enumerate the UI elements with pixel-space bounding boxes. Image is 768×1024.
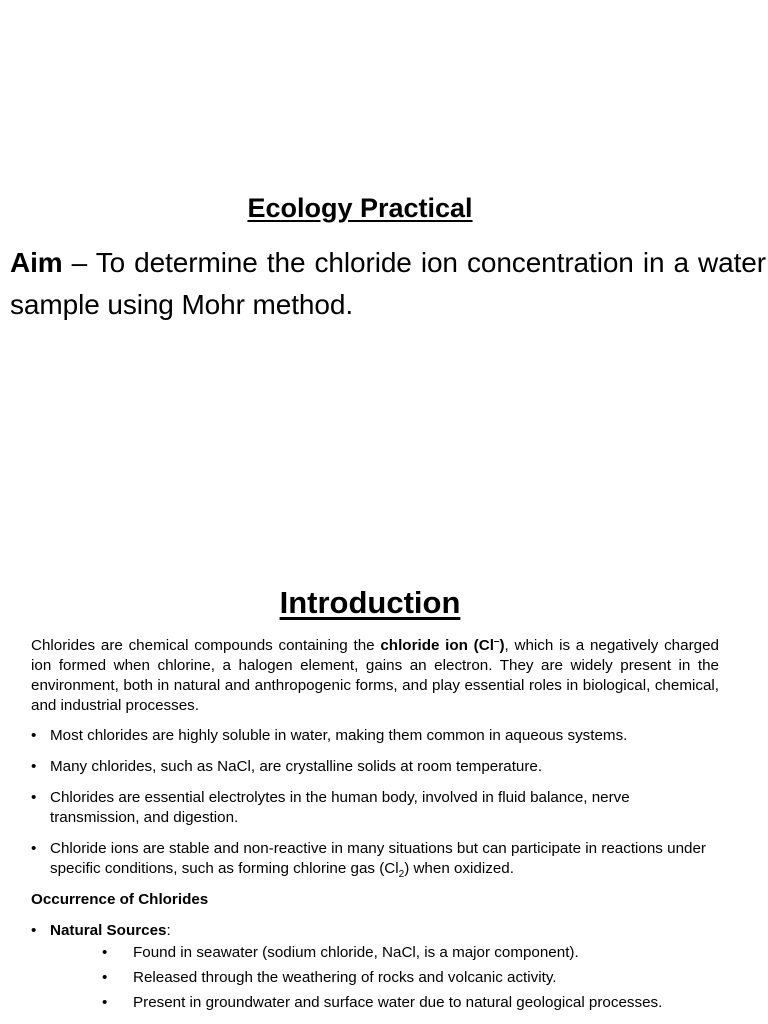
- chlorine-subscript: 2: [398, 869, 405, 881]
- introduction-body: [31, 636, 719, 1018]
- chloride-charge: –: [493, 635, 500, 647]
- bullet-marker: •: [102, 994, 108, 1011]
- list-item-text-end: ) when oxidized.: [404, 860, 514, 877]
- natural-sources-label: Natural Sources: [50, 922, 167, 939]
- list-item: [50, 943, 719, 963]
- bullet-marker: •: [31, 727, 37, 744]
- chloride-ion-close: ): [499, 637, 505, 654]
- intro-text-end: , which is a negatively charged ion formed when chlorine, a halogen element, gains an electron. They are widely present in the environment, both in natural and anthropogenic forms, and play essential roles in biological, chemical, and industrial processes.: [31, 637, 719, 714]
- list-item-text: Found in seawater (sodium chloride, NaCl, is a major component).: [133, 944, 579, 961]
- occurrence-heading: Occurrence of Chlorides: [31, 891, 209, 908]
- list-item-text: Released through the weathering of rocks and volcanic activity.: [133, 969, 557, 986]
- bullet-marker: •: [31, 758, 37, 775]
- bullet-marker: •: [31, 840, 37, 857]
- aim-text: – To determine the chloride ion concentration in a water sample using Mohr method.: [10, 247, 766, 320]
- properties-list: [31, 726, 719, 879]
- list-item-text: Many chlorides, such as NaCl, are crystalline solids at room temperature.: [50, 758, 543, 775]
- chloride-ion-label: chloride ion (Cl: [380, 637, 494, 654]
- bullet-marker: •: [102, 944, 108, 961]
- bullet-marker: •: [31, 789, 37, 806]
- list-item: [31, 839, 719, 879]
- natural-sources-list: [50, 943, 719, 1013]
- list-item: [31, 726, 719, 746]
- list-item-text: Most chlorides are highly soluble in water, making them common in aqueous systems.: [50, 727, 628, 744]
- list-item-text: Chlorides are essential electrolytes in the human body, involved in fluid balance, nerve transmission, and digestion.: [50, 789, 630, 826]
- aim-statement: [10, 242, 766, 326]
- list-item: [50, 968, 719, 988]
- chloride-ion-term: [380, 637, 504, 654]
- introduction-heading: Introduction: [279, 585, 461, 620]
- page-title: Ecology Practical: [247, 193, 473, 223]
- bullet-marker: •: [102, 969, 108, 986]
- list-item-text: Present in groundwater and surface water due to natural geological processes.: [133, 994, 663, 1011]
- list-item-text: Chloride ions are stable and non-reactive in many situations but can participate in reactions under specific conditions, such as forming chlorine gas (Cl: [50, 840, 706, 877]
- list-item: [31, 757, 719, 777]
- natural-sources-colon: :: [166, 922, 171, 939]
- intro-paragraph: [31, 636, 719, 716]
- intro-text-start: Chlorides are chemical compounds containing the: [31, 637, 381, 654]
- list-item: [50, 993, 719, 1013]
- list-item: [31, 788, 719, 828]
- sources-list: [31, 921, 719, 1013]
- aim-label: Aim: [10, 247, 63, 278]
- list-item: [31, 921, 719, 1013]
- bullet-marker: •: [31, 922, 37, 939]
